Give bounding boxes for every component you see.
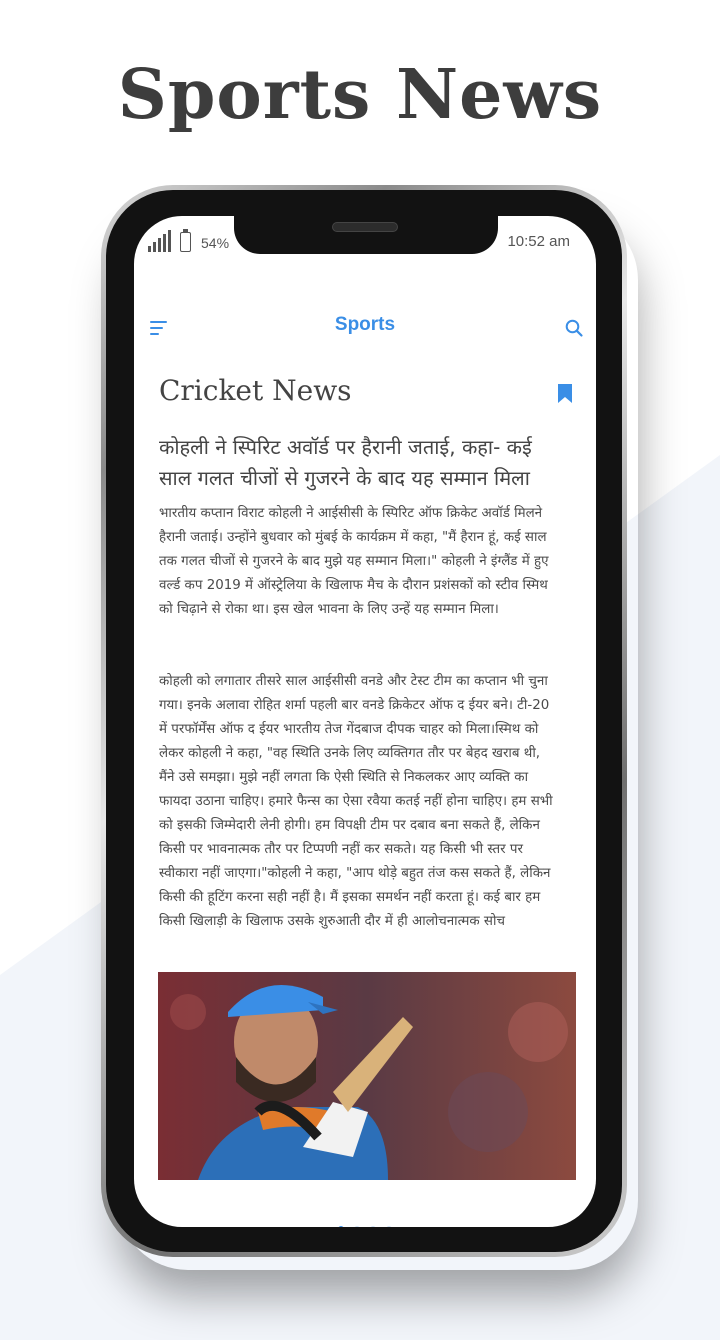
article-paragraph-1: भारतीय कप्तान विराट कोहली ने आईसीसी के स्पिरिट ऑफ क्रिकेट अवॉर्ड मिलने हैरानी जताई। उन्होंने बुधवार को मुंबई के कार्यक्रम में कहा, "मैं हैरान हूं, कई साल तक गलत चीजों से गुजरने के बाद मुझे यह सम्मान मिला।" कोहली ने इंग्लैंड में हुए वर्ल्ड कप 2019 में ऑस्ट्रेलिया के खिलाफ मैच के दौरान प्रशंसकों को स्टीव स्मिथ को चिढ़ाने से रोका था। इस खेल भावना के लिए उन्हें यह सम्मान मिला।	[159, 506, 549, 617]
status-bar-left	[148, 230, 229, 252]
article-headline: कोहली ने स्पिरिट अवॉर्ड पर हैरानी जताई, कहा- कई साल गलत चीजों से गुजरने के बाद यह सम्मान मिला	[159, 435, 532, 490]
phone-speaker	[332, 222, 398, 232]
phone-frame	[101, 185, 627, 1257]
battery-icon	[180, 232, 191, 252]
app-header	[134, 304, 596, 344]
signal-icon	[148, 230, 171, 252]
page-title: Sports News	[117, 55, 603, 135]
battery-percent: 54%	[201, 235, 230, 251]
article-image	[158, 972, 576, 1180]
status-time: 10:52 am	[507, 233, 570, 250]
pagination-dot[interactable]	[338, 1226, 344, 1227]
pagination-dot[interactable]	[370, 1226, 376, 1227]
phone-screen	[134, 216, 596, 1227]
article-paragraph-2: कोहली को लगातार तीसरे साल आईसीसी वनडे और टेस्ट टीम का कप्तान भी चुना गया। इनके अलावा रोहित शर्मा पहली बार वनडे क्रिकेटर ऑफ द ईयर बने। टी-20 में परफॉर्मेंस ऑफ द ईयर भारतीय तेज गेंदबाज दीपक चाहर को मिला।स्मिथ को लेकर कोहली ने कहा, "वह स्थिति उनके लिए व्यक्तिगत तौर पर बेहद खराब थी, मैंने उसे समझा। मुझे नहीं लगता कि ऐसी स्थिति से निकलकर आए व्यक्ति का फायदा उठाना चाहिए। हमारे फैन्स का ऐसा रवैया कतई नहीं होना चाहिए। हम सभी को इसकी जिम्मेदारी लेनी होगी। हम विपक्षी टीम पर दबाव बना सकते हैं, लेकिन किसी पर भावनात्मक तौर पर टिप्पणी नहीं कर सकते। यह किसी भी स्तर पर स्वीकारा नहीं जाएगा।"कोहली ने कहा, "आप थोड़े बहुत तंज कस सकते हैं, लेकिन किसी की हूटिंग करना सही नहीं है। मैं इसका समर्थन नहीं करता हूं। कई बार हम किसी खिलाड़ी के खिलाफ उसके शुरुआती दौर में ही आलोचनात्मक सोच	[159, 674, 553, 929]
bookmark-icon[interactable]	[558, 384, 572, 404]
pagination-dot[interactable]	[354, 1226, 360, 1227]
section-title: Cricket News	[159, 374, 352, 407]
pagination-dots	[134, 1226, 596, 1227]
header-title: Sports	[334, 314, 396, 335]
search-icon[interactable]	[564, 318, 584, 338]
pagination-dot[interactable]	[386, 1226, 392, 1227]
